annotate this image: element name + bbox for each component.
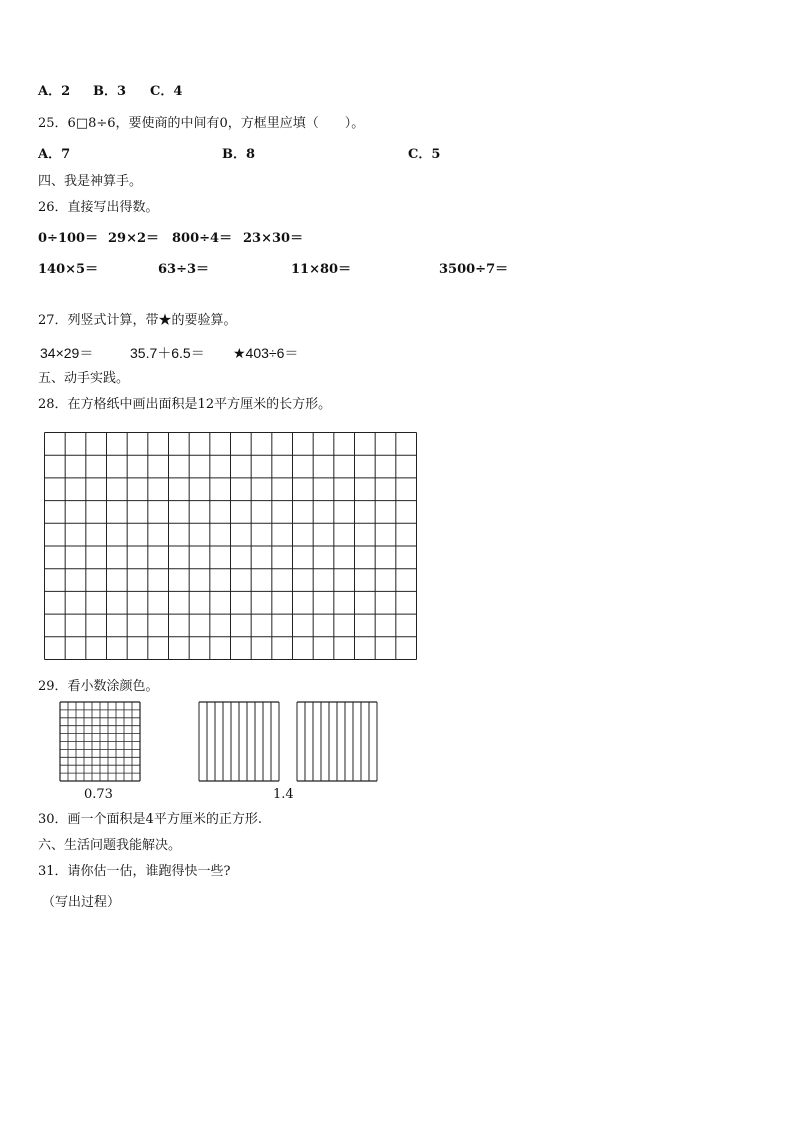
q26-expr-4: 23×30＝ <box>243 231 304 246</box>
q24-option-c: C．4 <box>150 84 183 99</box>
q29-label-2: 1.4 <box>273 787 294 802</box>
q26-expr-1: 0÷100＝ <box>38 231 99 246</box>
q28-square-grid[interactable] <box>44 432 417 660</box>
q25-option-a: A．7 <box>38 147 71 162</box>
q29-stem: 29．看小数涂颜色。 <box>38 679 159 694</box>
q26-expr-2: 29×2＝ <box>108 231 160 246</box>
q30-stem: 30．画一个面积是4平方厘米的正方形. <box>38 812 262 827</box>
q31-note: （写出过程） <box>42 895 121 910</box>
section-5-title: 五、动手实践。 <box>38 371 130 386</box>
section-6-title: 六、生活问题我能解决。 <box>38 838 182 853</box>
q26-expr-7: 11×80＝ <box>291 262 352 277</box>
q24-option-a: A．2 <box>38 84 71 99</box>
q29-ten-strips-2[interactable] <box>296 701 378 782</box>
q29-label-1: 0.73 <box>84 787 113 802</box>
q31-stem: 31．请你估一估，谁跑得快一些? <box>38 864 231 879</box>
q26-expr-5: 140×5＝ <box>38 262 99 277</box>
q26-expr-6: 63÷3＝ <box>158 262 210 277</box>
q25-option-b: B．8 <box>222 147 256 162</box>
section-4-title: 四、我是神算手。 <box>38 174 143 189</box>
q26-expr-8: 3500÷7＝ <box>439 262 509 277</box>
q25-stem: 25．6□8÷6，要使商的中间有0，方框里应填（ ）。 <box>38 116 365 131</box>
q27-expr-2: 35.7＋6.5＝ <box>130 345 205 361</box>
q24-option-b: B．3 <box>93 84 127 99</box>
q26-expr-3: 800÷4＝ <box>172 231 233 246</box>
q27-stem: 27．列竖式计算，带★的要验算。 <box>38 313 237 328</box>
q27-expr-1: 34×29＝ <box>40 345 94 361</box>
q25-option-c: C．5 <box>408 147 441 162</box>
q26-stem: 26．直接写出得数。 <box>38 200 159 215</box>
q27-expr-3: ★403÷6＝ <box>233 345 299 361</box>
q29-hundred-grid[interactable] <box>59 701 141 782</box>
q28-stem: 28．在方格纸中画出面积是12平方厘米的长方形。 <box>38 397 332 412</box>
q29-ten-strips-1[interactable] <box>198 701 280 782</box>
